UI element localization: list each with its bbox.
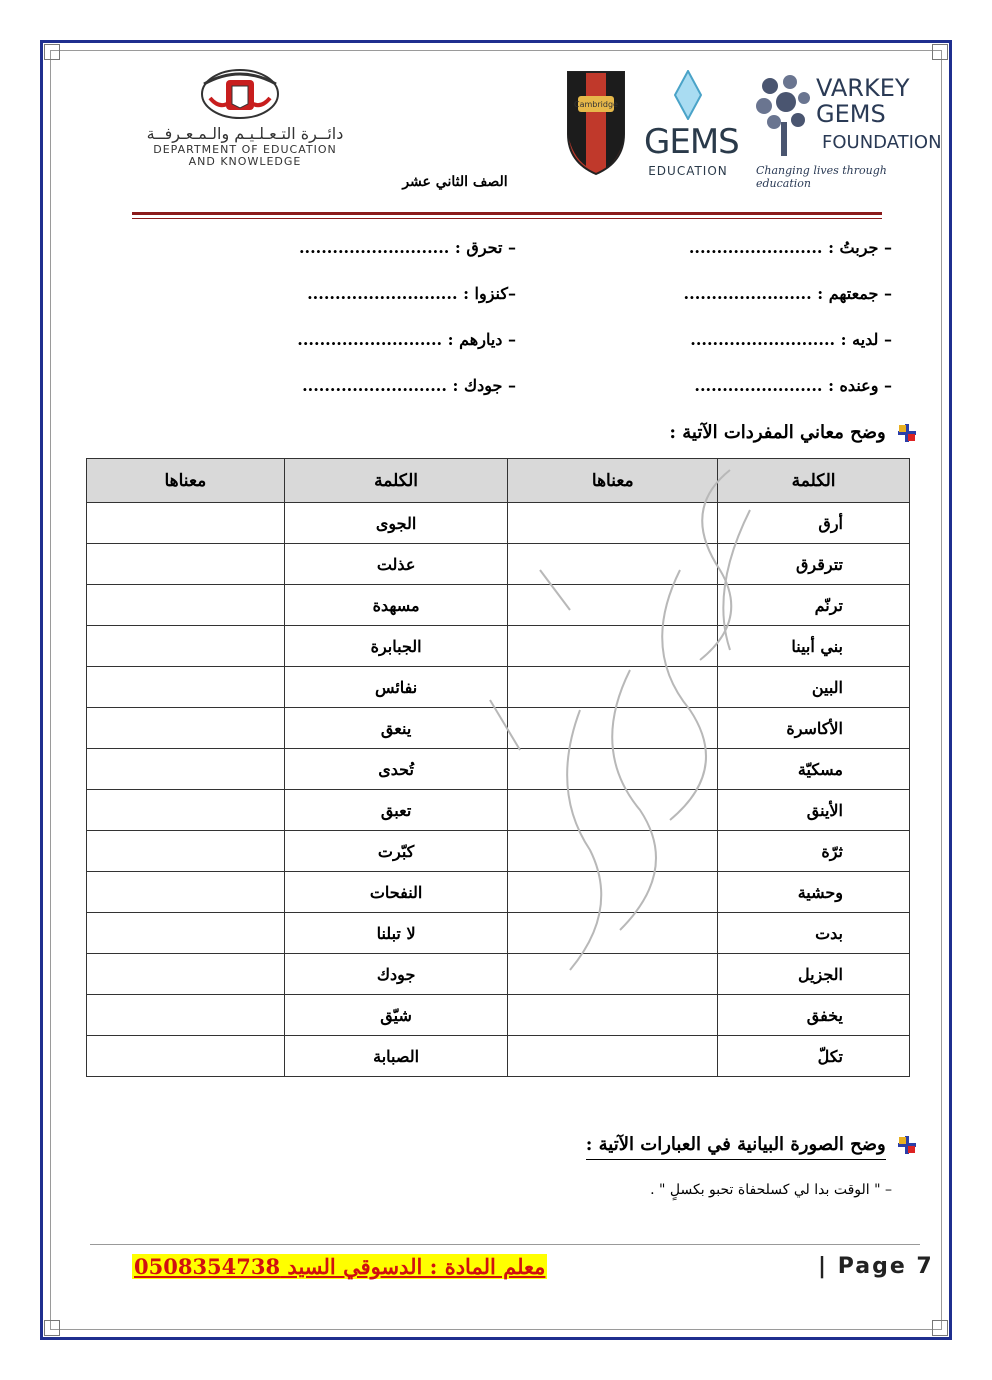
varkey-tagline: Changing lives through education bbox=[756, 164, 887, 190]
plural-item: – جربتُ : ........................ bbox=[688, 238, 892, 257]
meaning-cell[interactable] bbox=[508, 626, 718, 667]
word-cell: تترقرق bbox=[718, 544, 910, 585]
header-rule-thin bbox=[132, 218, 882, 219]
meaning-cell[interactable] bbox=[508, 585, 718, 626]
word-cell: الأكاسرة bbox=[718, 708, 910, 749]
grade-label: الصف الثاني عشر bbox=[402, 174, 508, 190]
table-row bbox=[87, 749, 910, 790]
word-cell: لا تبلنا bbox=[284, 913, 508, 954]
meaning-cell[interactable] bbox=[87, 667, 285, 708]
varkey-word: VARKEY bbox=[816, 74, 910, 102]
meaning-cell[interactable] bbox=[508, 872, 718, 913]
image-section-heading bbox=[586, 1134, 916, 1155]
plural-item: – جمعتهم : ....................... bbox=[683, 284, 892, 303]
table-header-row bbox=[87, 459, 910, 503]
word-cell: تكلّ bbox=[718, 1036, 910, 1077]
word-cell: جودك bbox=[284, 954, 508, 995]
table-row bbox=[87, 503, 910, 544]
meaning-cell[interactable] bbox=[87, 790, 285, 831]
table-row bbox=[87, 1036, 910, 1077]
table-row bbox=[87, 626, 910, 667]
plural-item: – لديه : .......................... bbox=[690, 330, 892, 349]
word-cell: بدت bbox=[718, 913, 910, 954]
meaning-cell[interactable] bbox=[508, 503, 718, 544]
diamond-icon bbox=[674, 70, 702, 120]
meaning-cell[interactable] bbox=[508, 749, 718, 790]
meaning-cell[interactable] bbox=[508, 667, 718, 708]
word-cell: الأينق bbox=[718, 790, 910, 831]
page-number: | Page 7 bbox=[818, 1254, 934, 1279]
word-cell: كبّرت bbox=[284, 831, 508, 872]
word-cell: مسكيّة bbox=[718, 749, 910, 790]
adek-arabic-name: دائــرة التـعـلـيـم والـمـعـرفــة bbox=[146, 124, 344, 143]
table-row bbox=[87, 667, 910, 708]
header-rule bbox=[132, 212, 882, 215]
table-row bbox=[87, 790, 910, 831]
word-cell: ثرّة bbox=[718, 831, 910, 872]
table-row bbox=[87, 995, 910, 1036]
teacher-contact: معلم المادة : الدسوقي السيد 0508354738 bbox=[134, 1254, 546, 1279]
word-cell: أرق bbox=[718, 503, 910, 544]
word-cell: الجوى bbox=[284, 503, 508, 544]
meaning-cell[interactable] bbox=[508, 831, 718, 872]
gems-subtitle: EDUCATION bbox=[648, 164, 728, 178]
word-cell: الجبابرة bbox=[284, 626, 508, 667]
meaning-cell[interactable] bbox=[87, 626, 285, 667]
table-row bbox=[87, 585, 910, 626]
plural-item: –كنزوا : ........................... bbox=[307, 284, 516, 303]
meaning-cell[interactable] bbox=[87, 831, 285, 872]
table-row bbox=[87, 831, 910, 872]
table-row bbox=[87, 708, 910, 749]
word-cell: بني أبينا bbox=[718, 626, 910, 667]
plural-item: – وعنده : ....................... bbox=[694, 376, 892, 395]
word-cell: عذلت bbox=[284, 544, 508, 585]
corner-ornament bbox=[932, 44, 948, 60]
meaning-cell[interactable] bbox=[87, 1036, 285, 1077]
meaning-cell[interactable] bbox=[87, 913, 285, 954]
plural-item: – جودك : .......................... bbox=[302, 376, 516, 395]
vocab-section-title: وضح معاني المفردات الآتية : bbox=[669, 422, 886, 443]
meaning-cell[interactable] bbox=[508, 708, 718, 749]
corner-ornament bbox=[44, 1320, 60, 1336]
adek-english-line-1: DEPARTMENT OF EDUCATION bbox=[153, 143, 337, 156]
word-cell: الصبابة bbox=[284, 1036, 508, 1077]
meaning-cell[interactable] bbox=[87, 503, 285, 544]
cambridge-shield-icon bbox=[566, 70, 626, 176]
meaning-cell[interactable] bbox=[508, 1036, 718, 1077]
column-header: معناها bbox=[87, 459, 285, 503]
plural-item: – ديارهم : .......................... bbox=[297, 330, 516, 349]
word-cell: مسهدة bbox=[284, 585, 508, 626]
footer-rule bbox=[90, 1244, 920, 1245]
table-row bbox=[87, 872, 910, 913]
varkey-foundation-word: FOUNDATION bbox=[822, 132, 942, 153]
gems-wordmark: GEMS bbox=[644, 122, 739, 162]
meaning-cell[interactable] bbox=[508, 790, 718, 831]
adek-logo bbox=[80, 62, 410, 172]
table-row bbox=[87, 544, 910, 585]
adek-english-name bbox=[80, 144, 410, 168]
meaning-cell[interactable] bbox=[87, 708, 285, 749]
meaning-cell[interactable] bbox=[87, 872, 285, 913]
meaning-cell[interactable] bbox=[87, 954, 285, 995]
table-row bbox=[87, 913, 910, 954]
meaning-cell[interactable] bbox=[87, 749, 285, 790]
tree-icon bbox=[752, 72, 814, 158]
corner-ornament bbox=[932, 1320, 948, 1336]
meaning-cell[interactable] bbox=[508, 995, 718, 1036]
word-cell: ترنّم bbox=[718, 585, 910, 626]
meaning-cell[interactable] bbox=[87, 585, 285, 626]
word-cell: شيّق bbox=[284, 995, 508, 1036]
word-cell: البين bbox=[718, 667, 910, 708]
meaning-cell[interactable] bbox=[508, 954, 718, 995]
word-cell: وحشية bbox=[718, 872, 910, 913]
meaning-cell[interactable] bbox=[508, 913, 718, 954]
word-cell: تُحدى bbox=[284, 749, 508, 790]
gems-education-logo bbox=[644, 70, 739, 182]
cambridge-label: Cambridge bbox=[574, 100, 618, 109]
word-cell: نفائس bbox=[284, 667, 508, 708]
meaning-cell[interactable] bbox=[87, 544, 285, 585]
column-header: معناها bbox=[508, 459, 718, 503]
adek-english-line-2: AND KNOWLEDGE bbox=[188, 155, 302, 168]
word-cell: تعبق bbox=[284, 790, 508, 831]
word-cell: يخفق bbox=[718, 995, 910, 1036]
bullet-icon bbox=[898, 1136, 916, 1154]
vocab-table bbox=[86, 458, 910, 1077]
column-header: الكلمة bbox=[284, 459, 508, 503]
corner-ornament bbox=[44, 44, 60, 60]
word-cell: الجزيل bbox=[718, 954, 910, 995]
vocab-section-heading bbox=[669, 422, 916, 443]
varkey-gems-word: GEMS bbox=[816, 100, 886, 128]
word-cell: ينعق bbox=[284, 708, 508, 749]
column-header: الكلمة bbox=[718, 459, 910, 503]
falcon-emblem-icon bbox=[190, 62, 290, 120]
meaning-cell[interactable] bbox=[87, 995, 285, 1036]
varkey-foundation-logo bbox=[752, 68, 942, 190]
plural-item: – تحرق : ........................... bbox=[298, 238, 516, 257]
table-row bbox=[87, 954, 910, 995]
image-section-title: وضح الصورة البيانية في العبارات الآتية : bbox=[586, 1134, 886, 1160]
figurative-phrase: – " الوقت بدا لي كسلحفاة تحبو بكسلٍ " . bbox=[650, 1182, 892, 1198]
meaning-cell[interactable] bbox=[508, 544, 718, 585]
bullet-icon bbox=[898, 424, 916, 442]
word-cell: النفحات bbox=[284, 872, 508, 913]
